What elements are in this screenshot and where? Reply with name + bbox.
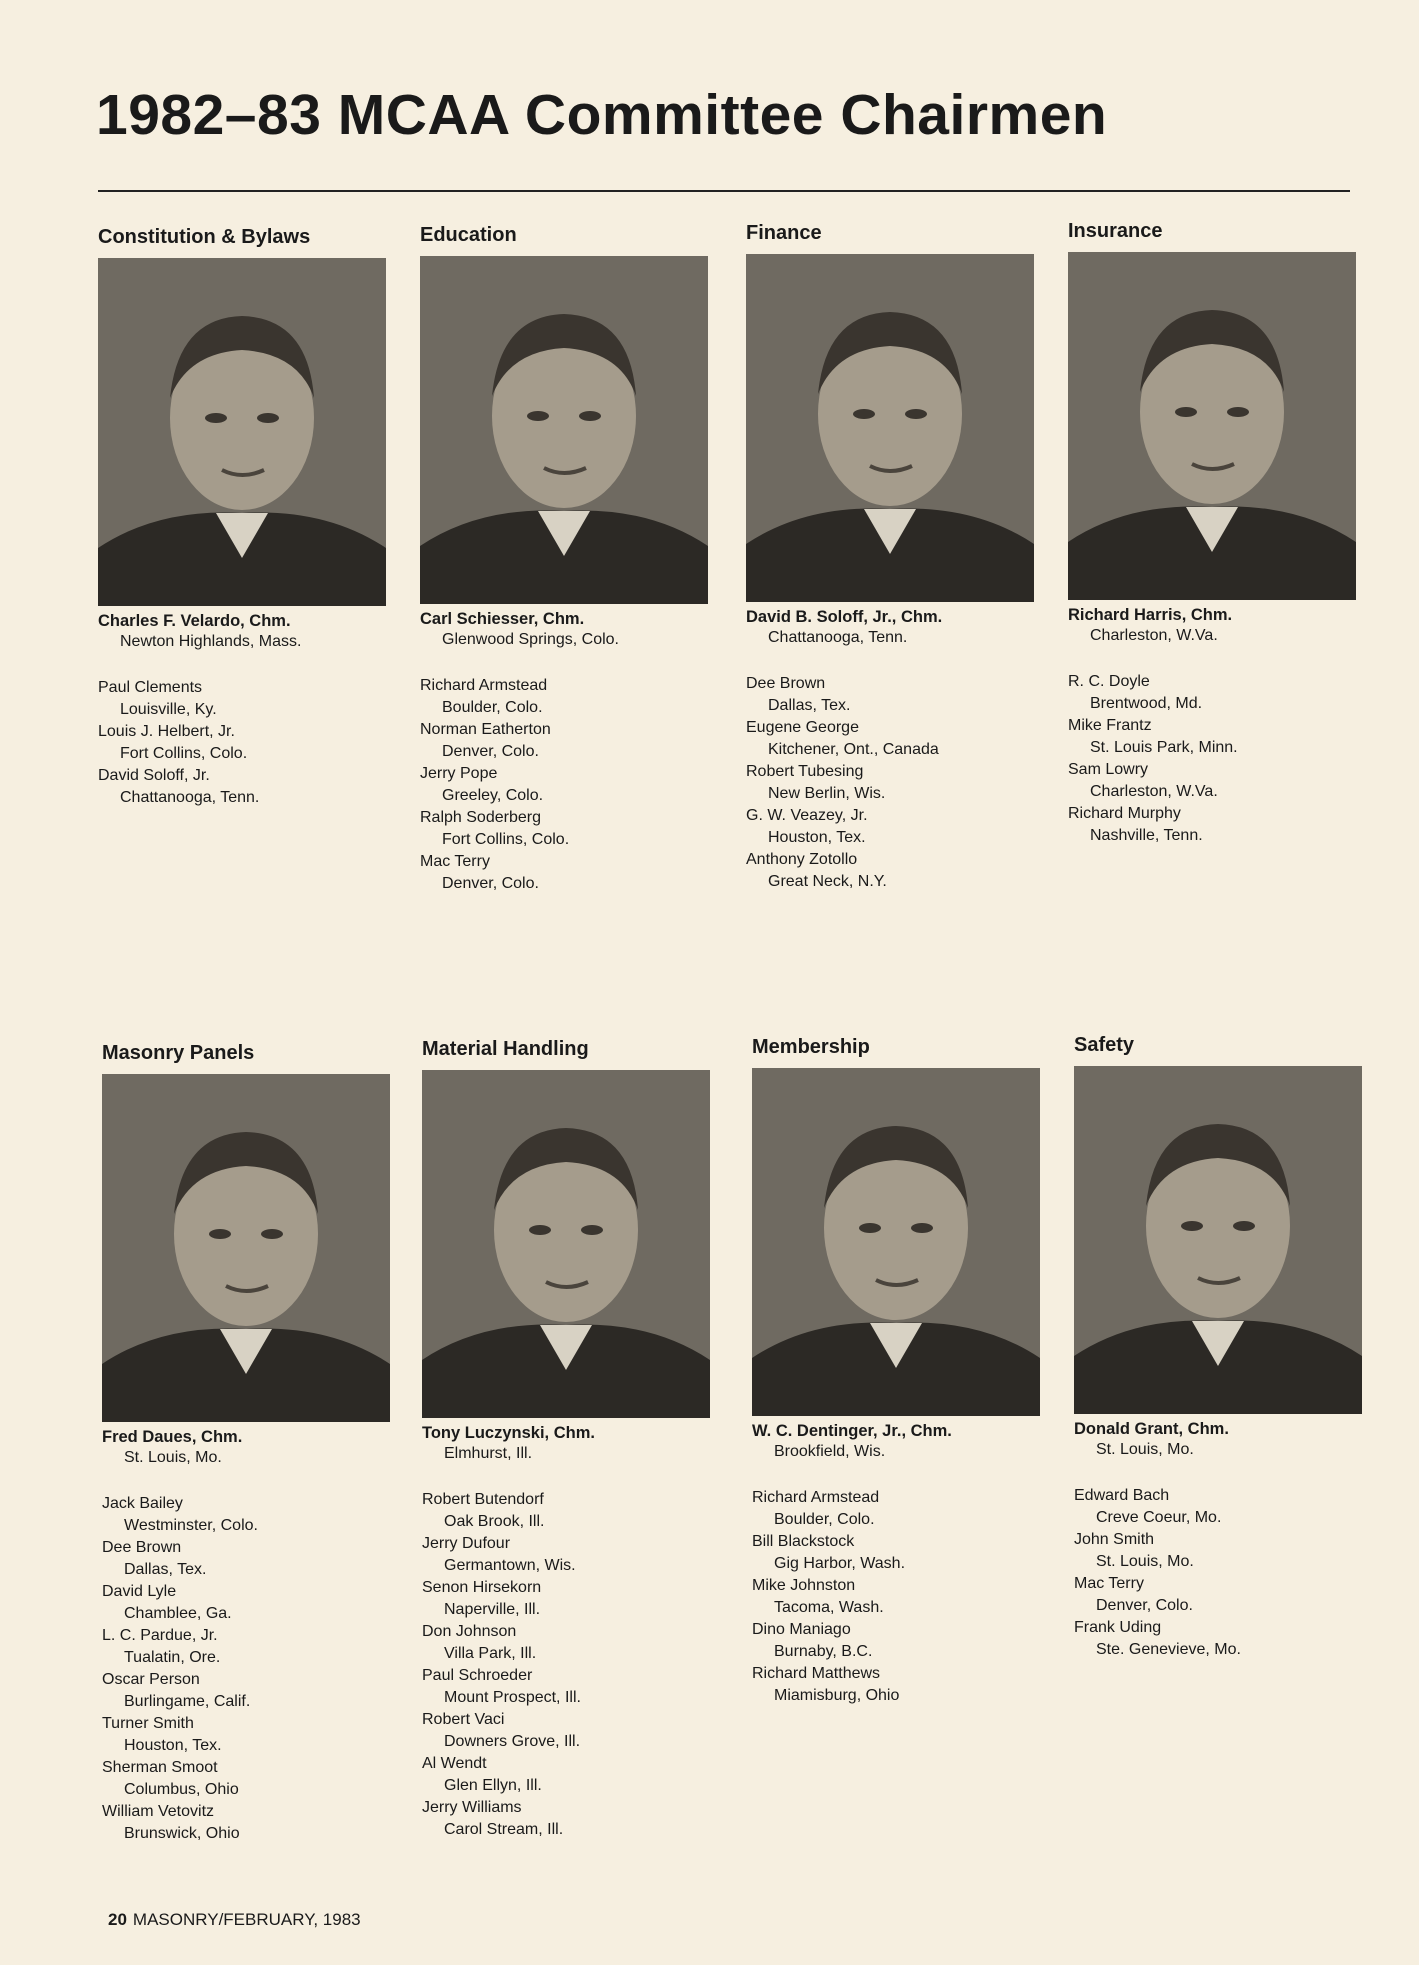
member-name: Dee Brown xyxy=(746,675,826,692)
member-city: Carol Stream, Ill. xyxy=(444,1821,564,1838)
committee-section xyxy=(1068,220,1368,847)
member-city: Tacoma, Wash. xyxy=(774,1599,884,1616)
member-city: Burnaby, B.C. xyxy=(774,1643,873,1660)
member-name: Jerry Dufour xyxy=(422,1535,511,1552)
member-name: Sam Lowry xyxy=(1068,761,1149,778)
chairman-portrait xyxy=(102,1074,390,1422)
chairman-portrait xyxy=(98,258,386,606)
member-name: Mike Frantz xyxy=(1068,717,1152,734)
member-city: Chattanooga, Tenn. xyxy=(120,789,260,806)
member-city: Louisville, Ky. xyxy=(120,701,217,718)
chairman-city: Glenwood Springs, Colo. xyxy=(442,631,619,648)
member-city: Great Neck, N.Y. xyxy=(768,873,887,890)
member-list xyxy=(98,677,398,809)
member-name: Edward Bach xyxy=(1074,1487,1170,1504)
chairman-city: Brookfield, Wis. xyxy=(774,1443,886,1460)
chairman-name: Fred Daues, Chm. xyxy=(102,1428,243,1446)
committee-heading: Membership xyxy=(752,1036,870,1058)
member-name: Eugene George xyxy=(746,719,859,736)
committee-heading: Constitution & Bylaws xyxy=(98,226,311,248)
member-city: New Berlin, Wis. xyxy=(768,785,886,802)
committee-section xyxy=(746,222,1046,893)
member-name: Dino Maniago xyxy=(752,1621,851,1638)
page-number: 20 xyxy=(108,1910,127,1929)
member-name: Turner Smith xyxy=(102,1715,194,1732)
chairman-city: Charleston, W.Va. xyxy=(1090,627,1218,644)
member-name: David Lyle xyxy=(102,1583,177,1600)
member-city: Houston, Tex. xyxy=(124,1737,222,1754)
member-list xyxy=(422,1489,722,1841)
member-name: Robert Vaci xyxy=(422,1711,505,1728)
member-city: Villa Park, Ill. xyxy=(444,1645,537,1662)
member-name: Mac Terry xyxy=(1074,1575,1144,1592)
member-name: Richard Murphy xyxy=(1068,805,1181,822)
member-name: Oscar Person xyxy=(102,1671,200,1688)
member-list xyxy=(746,673,1046,893)
member-name: Mac Terry xyxy=(420,853,490,870)
chairman-city: Chattanooga, Tenn. xyxy=(768,629,908,646)
member-city: Dallas, Tex. xyxy=(768,697,851,714)
chairman-portrait xyxy=(1068,252,1356,600)
chairman-city: Elmhurst, Ill. xyxy=(444,1445,533,1462)
member-city: Greeley, Colo. xyxy=(442,787,544,804)
member-name: R. C. Doyle xyxy=(1068,673,1150,690)
member-city: Gig Harbor, Wash. xyxy=(774,1555,906,1572)
member-name: Richard Matthews xyxy=(752,1665,881,1682)
chairman-name: Richard Harris, Chm. xyxy=(1068,606,1233,624)
member-name: Louis J. Helbert, Jr. xyxy=(98,723,235,740)
member-name: David Soloff, Jr. xyxy=(98,767,210,784)
member-city: Glen Ellyn, Ill. xyxy=(444,1777,542,1794)
member-city: Tualatin, Ore. xyxy=(124,1649,221,1666)
committee-section xyxy=(422,1038,722,1841)
committee-heading: Insurance xyxy=(1068,220,1163,242)
member-name: Jerry Williams xyxy=(422,1799,522,1816)
chairman-name: David B. Soloff, Jr., Chm. xyxy=(746,608,943,626)
member-city: Germantown, Wis. xyxy=(444,1557,576,1574)
member-name: Richard Armstead xyxy=(420,677,548,694)
member-city: Creve Coeur, Mo. xyxy=(1096,1509,1222,1526)
member-city: Charleston, W.Va. xyxy=(1090,783,1218,800)
member-city: Fort Collins, Colo. xyxy=(442,831,570,848)
member-city: Oak Brook, Ill. xyxy=(444,1513,545,1530)
chairman-city: Newton Highlands, Mass. xyxy=(120,633,302,650)
member-name: Robert Butendorf xyxy=(422,1491,544,1508)
committee-section xyxy=(1074,1034,1374,1661)
member-city: Chamblee, Ga. xyxy=(124,1605,232,1622)
member-name: Robert Tubesing xyxy=(746,763,864,780)
member-city: Naperville, Ill. xyxy=(444,1601,541,1618)
member-name: Richard Armstead xyxy=(752,1489,880,1506)
page-footer xyxy=(108,1910,361,1930)
committee-section xyxy=(752,1036,1052,1707)
member-city: St. Louis Park, Minn. xyxy=(1090,739,1238,756)
member-city: Houston, Tex. xyxy=(768,829,866,846)
member-name: Don Johnson xyxy=(422,1623,517,1640)
member-city: Burlingame, Calif. xyxy=(124,1693,251,1710)
member-name: L. C. Pardue, Jr. xyxy=(102,1627,218,1644)
chairman-portrait xyxy=(1074,1066,1362,1414)
member-city: Westminster, Colo. xyxy=(124,1517,258,1534)
member-name: Senon Hirsekorn xyxy=(422,1579,542,1596)
member-name: John Smith xyxy=(1074,1531,1155,1548)
chairman-name: Donald Grant, Chm. xyxy=(1074,1420,1229,1438)
chairman-portrait xyxy=(752,1068,1040,1416)
committee-section xyxy=(420,224,720,895)
member-city: Downers Grove, Ill. xyxy=(444,1733,581,1750)
member-city: St. Louis, Mo. xyxy=(1096,1553,1194,1570)
member-name: Jack Bailey xyxy=(102,1495,183,1512)
member-city: Mount Prospect, Ill. xyxy=(444,1689,581,1706)
chairman-city: St. Louis, Mo. xyxy=(124,1449,222,1466)
member-list xyxy=(752,1487,1052,1707)
member-name: Anthony Zotollo xyxy=(746,851,858,868)
member-name: Frank Uding xyxy=(1074,1619,1162,1636)
title-rule xyxy=(98,190,1350,192)
member-name: Jerry Pope xyxy=(420,765,498,782)
member-name: Ralph Soderberg xyxy=(420,809,541,826)
member-city: Columbus, Ohio xyxy=(124,1781,239,1798)
committee-section xyxy=(102,1042,402,1845)
chairman-name: Charles F. Velardo, Chm. xyxy=(98,612,291,630)
page-title: 1982–83 MCAA Committee Chairmen xyxy=(96,83,1108,147)
member-city: Brentwood, Md. xyxy=(1090,695,1203,712)
member-list xyxy=(1068,671,1368,847)
chairman-name: Tony Luczynski, Chm. xyxy=(422,1424,595,1442)
committee-heading: Education xyxy=(420,224,517,246)
member-name: William Vetovitz xyxy=(102,1803,215,1820)
member-name: G. W. Veazey, Jr. xyxy=(746,807,868,824)
member-name: Paul Clements xyxy=(98,679,203,696)
member-name: Bill Blackstock xyxy=(752,1533,855,1550)
member-name: Al Wendt xyxy=(422,1755,487,1772)
chairman-name: Carl Schiesser, Chm. xyxy=(420,610,585,628)
chairman-portrait xyxy=(746,254,1034,602)
committee-heading: Safety xyxy=(1074,1034,1135,1056)
member-city: Fort Collins, Colo. xyxy=(120,745,248,762)
member-city: Brunswick, Ohio xyxy=(124,1825,240,1842)
publication-line: MASONRY/FEBRUARY, 1983 xyxy=(132,1910,361,1929)
member-name: Sherman Smoot xyxy=(102,1759,218,1776)
member-city: Denver, Colo. xyxy=(442,743,539,760)
member-city: Miamisburg, Ohio xyxy=(774,1687,900,1704)
committee-heading: Masonry Panels xyxy=(102,1042,255,1064)
member-name: Dee Brown xyxy=(102,1539,182,1556)
member-list xyxy=(1074,1485,1374,1661)
member-city: Ste. Genevieve, Mo. xyxy=(1096,1641,1241,1658)
member-name: Paul Schroeder xyxy=(422,1667,533,1684)
chairman-portrait xyxy=(422,1070,710,1418)
member-city: Nashville, Tenn. xyxy=(1090,827,1203,844)
committee-section xyxy=(98,226,398,809)
chairman-name: W. C. Dentinger, Jr., Chm. xyxy=(752,1422,952,1440)
member-city: Boulder, Colo. xyxy=(442,699,543,716)
member-city: Boulder, Colo. xyxy=(774,1511,875,1528)
member-list xyxy=(102,1493,402,1845)
committee-heading: Material Handling xyxy=(422,1038,589,1060)
member-name: Norman Eatherton xyxy=(420,721,551,738)
member-city: Denver, Colo. xyxy=(442,875,539,892)
member-name: Mike Johnston xyxy=(752,1577,856,1594)
member-city: Kitchener, Ont., Canada xyxy=(768,741,939,758)
member-city: Denver, Colo. xyxy=(1096,1597,1193,1614)
chairman-portrait xyxy=(420,256,708,604)
member-list xyxy=(420,675,720,895)
chairman-city: St. Louis, Mo. xyxy=(1096,1441,1194,1458)
member-city: Dallas, Tex. xyxy=(124,1561,207,1578)
committee-heading: Finance xyxy=(746,222,822,244)
